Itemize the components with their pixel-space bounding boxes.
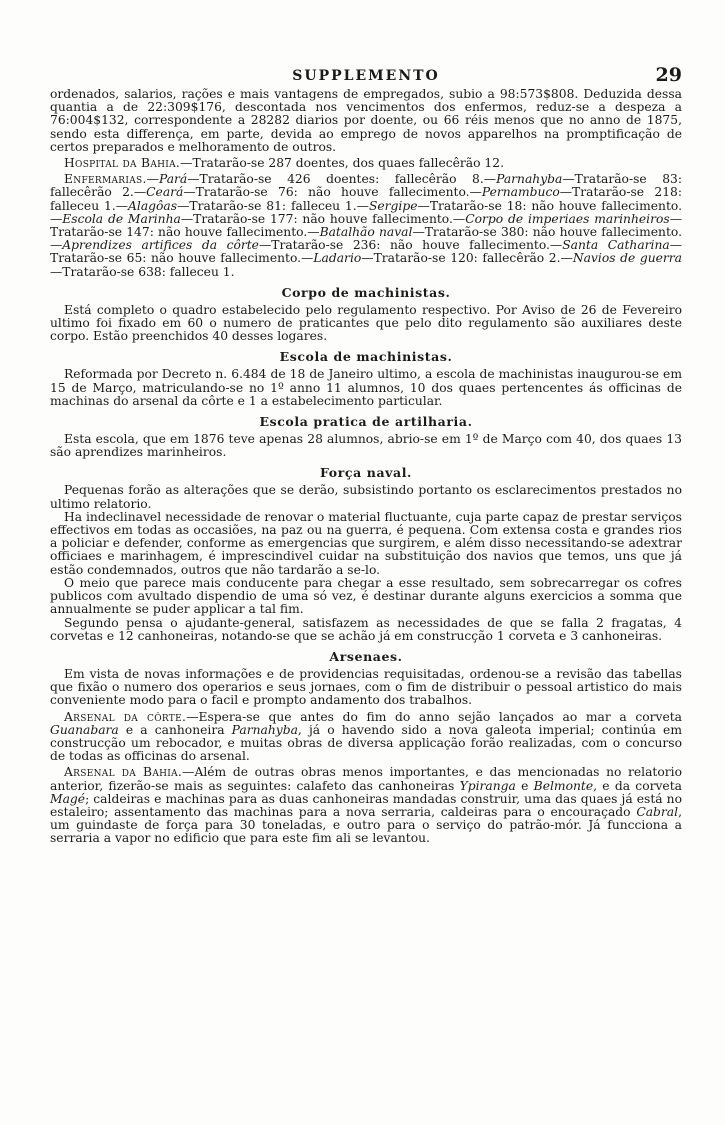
enfermarias-run: Corpo de imperiaes marinheiros xyxy=(465,211,670,226)
enfermarias-run: —Tratarão-se 380: não houve fallecimento.— xyxy=(50,225,682,253)
enfermarias-run: —Tratarão-se 83: fallecêrão 2.— xyxy=(50,172,683,200)
enfermarias-run: Alagôas xyxy=(128,198,178,213)
arsenal-bahia-run: Ypiranga xyxy=(459,778,516,793)
enfermarias-paragraph xyxy=(50,173,682,279)
arsenal-bahia-run: Magé xyxy=(50,791,86,806)
arsenal-bahia-run: ; caldeiras e machinas para as duas canhoneiras mandadas construir, uma das quaes já está no estaleiro; assentamento das machinas para a nova serraria, caldeiras para o encouraçado xyxy=(50,791,682,819)
arsenal-corte-label: Arsenal da côrte. xyxy=(64,709,187,724)
enfermarias-label: Enfermarias. xyxy=(64,172,147,187)
page xyxy=(50,64,682,846)
enfermarias-run: —Tratarão-se 18: não houve fallecimento.— xyxy=(50,198,682,226)
arsenal-bahia-run: , um guindaste de força para 30 toneladas, e outro para o serviço do patrão-mór. Já funcciona a serraria a vapor no edificio que para este fim ali se levantou. xyxy=(50,804,682,846)
arsenal-bahia-run: e xyxy=(515,778,534,793)
forca-naval-paragraph-3: O meio que parece mais conducente para chegar a esse resultado, sem sobrecarregar os cofres publicos com avultado dispendio de uma só vez, é destinar durante alguns exercicios a somma que annualmente se puder applicar a tal fim. xyxy=(50,575,682,617)
arsenal-bahia-run: Cabral xyxy=(636,804,679,819)
enfermarias-run: Ladario xyxy=(313,251,362,266)
enfermarias-run: —Tratarão-se 426 doentes: fallecêrão 8.— xyxy=(187,172,497,187)
enfermarias-run: — xyxy=(146,172,159,187)
enfermarias-run: Batalhão naval xyxy=(319,225,413,240)
arsenal-corte-run: , já o havendo sido a nova galeota imperial; continúa em construcção um rebocador, e muitas obras de diversa applicação forão realizadas, com o concurso de todas as officinas do arsenal. xyxy=(50,722,682,764)
arsenal-corte-run: —Espera-se que antes do fim do anno sejão lançados ao mar a corveta xyxy=(186,709,682,724)
corpo-machinistas-heading: Corpo de machinistas. xyxy=(281,284,451,300)
hospital-bahia-paragraph xyxy=(50,157,682,170)
enfermarias-run: —Tratarão-se 65: não houve fallecimento.— xyxy=(50,238,683,266)
intro-paragraph: ordenados, salarios, rações e mais vantagens de empregados, subio a 98:573$808. Deduzida dessa quantia a de 22:309$176, descontada nos vencimentos dos enfermos, reduz-se a despeza a 76:004$132, correspondente a 28282 diarios por doente, ou 66 réis menos que no anno de 1875, sendo esta differença, em parte, devida ao emprego de novos apparelhos na promptificação de certos preparados e melhoramento de outros. xyxy=(50,87,682,154)
arsenal-bahia-paragraph xyxy=(50,766,682,845)
running-header xyxy=(50,64,682,88)
enfermarias-run: Escola de Marinha xyxy=(62,211,181,226)
arsenaes-heading: Arsenaes. xyxy=(329,648,403,664)
enfermarias-run: Parnahyba xyxy=(496,172,563,187)
corpo-machinistas-paragraph: Está completo o quadro estabelecido pelo regulamento respectivo. Por Aviso de 26 de Fevereiro ultimo foi fixado em 60 o numero de praticantes que pelo dito regulamento são auxiliares deste corpo. Estão preenchidos 40 desses logares. xyxy=(50,302,682,344)
enfermarias-run: —Tratarão-se 177: não houve fallecimento.— xyxy=(180,211,466,226)
enfermarias-text xyxy=(50,172,682,278)
escola-machinistas-heading: Escola de machinistas. xyxy=(279,349,453,365)
hospital-bahia-text: —Tratarão-se 287 doentes, dos quaes fallecêrão 12. xyxy=(180,156,504,171)
forca-naval-paragraph-1: Pequenas forão as alterações que se derão, subsistindo portanto os esclarecimentos prestados no ultimo relatorio. xyxy=(50,483,682,511)
enfermarias-run: —Tratarão-se 218: falleceu 1.— xyxy=(50,185,682,213)
arsenal-corte-paragraph xyxy=(50,711,682,764)
page-number: 29 xyxy=(655,64,682,86)
enfermarias-run: Navios de guerra xyxy=(572,251,683,266)
enfermarias-run: —Tratarão-se 76: não houve fallecimento.— xyxy=(183,185,482,200)
enfermarias-run: —Tratarão-se 236: não houve fallecimento.— xyxy=(258,238,563,253)
arsenal-bahia-run: Belmonte xyxy=(533,778,594,793)
forca-naval-paragraph-4: Segundo pensa o ajudante-general, satisfazem as necessidades de que se falla 2 fragatas, 4 corvetas e 12 canhoneiras, notando-se que se achão já em construcção 1 corveta e 3 canhoneiras. xyxy=(50,615,682,643)
enfermarias-run: Sergipe xyxy=(368,198,418,213)
escola-artilharia-heading: Escola pratica de artilharia. xyxy=(259,414,473,430)
enfermarias-run: —Tratarão-se 638: falleceu 1. xyxy=(50,264,235,279)
escola-machinistas-paragraph: Reformada por Decreto n. 6.484 de 18 de Janeiro ultimo, a escola de machinistas inaugurou-se em 15 de Março, matriculando-se no 1º anno 11 alumnos, 10 dos quaes pertencentes ás officinas de machinas do arsenal da côrte e 1 a estabelecimento particular. xyxy=(50,367,682,408)
page-header-title: SUPPLEMENTO xyxy=(292,68,440,84)
enfermarias-run: Pará xyxy=(158,172,188,187)
arsenal-bahia-run: —Além de outras obras menos importantes, e das mencionadas no relatorio anterior, fizerão-se mais as seguintes: calafeto das canhoneiras xyxy=(50,765,682,793)
enfermarias-run: —Tratarão-se 147: não houve fallecimento.— xyxy=(50,211,682,240)
arsenaes-paragraph: Em vista de novas informações e de providencias requisitadas, ordenou-se a revisão das tabellas que fixão o numero dos operarios e seus jornaes, com o fim de distribuir o pessoal artistico do mais conveniente modo para o facil e prompto andamento dos trabalhos. xyxy=(50,666,682,708)
enfermarias-run: —Tratarão-se 120: fallecêrão 2.— xyxy=(361,251,573,266)
enfermarias-run: Santa Catharina xyxy=(562,238,670,253)
hospital-bahia-label: Hospital da Bahia. xyxy=(64,156,181,171)
enfermarias-run: —Tratarão-se 81: falleceu 1.— xyxy=(177,198,369,213)
enfermarias-run: Pernambuco xyxy=(481,185,560,200)
forca-naval-paragraph-2: Ha indeclinavel necessidade de renovar o material fluctuante, cuja parte capaz de prestar serviços effectivos em todas as occasiões, na paz ou na guerra, é pequena. Com extensa costa e grandes rios a policiar e defender, conforme as emergencias que surgirem, e além disso necessitando-se adextrar officiaes e marinhagem, é imprescindivel cuidar na substituição dos navios que temos, uns que já estão condemnados, outros que não tardarão a se-lo. xyxy=(50,509,682,577)
arsenal-corte-run: Parnahyba xyxy=(231,722,298,737)
arsenal-bahia-run: , e da corveta xyxy=(593,778,682,793)
enfermarias-run: Aprendizes artifices da côrte xyxy=(62,238,259,253)
escola-artilharia-paragraph: Esta escola, que em 1876 teve apenas 28 alumnos, abrio-se em 1º de Março com 40, dos quaes 13 são aprendizes marinheiros. xyxy=(50,432,682,460)
arsenal-corte-run: e a canhoneira xyxy=(118,722,232,737)
forca-naval-heading: Força naval. xyxy=(319,465,413,481)
arsenal-bahia-label: Arsenal da Bahia. xyxy=(64,765,183,780)
enfermarias-run: Ceará xyxy=(146,185,184,200)
arsenal-corte-run: Guanabara xyxy=(50,722,119,737)
